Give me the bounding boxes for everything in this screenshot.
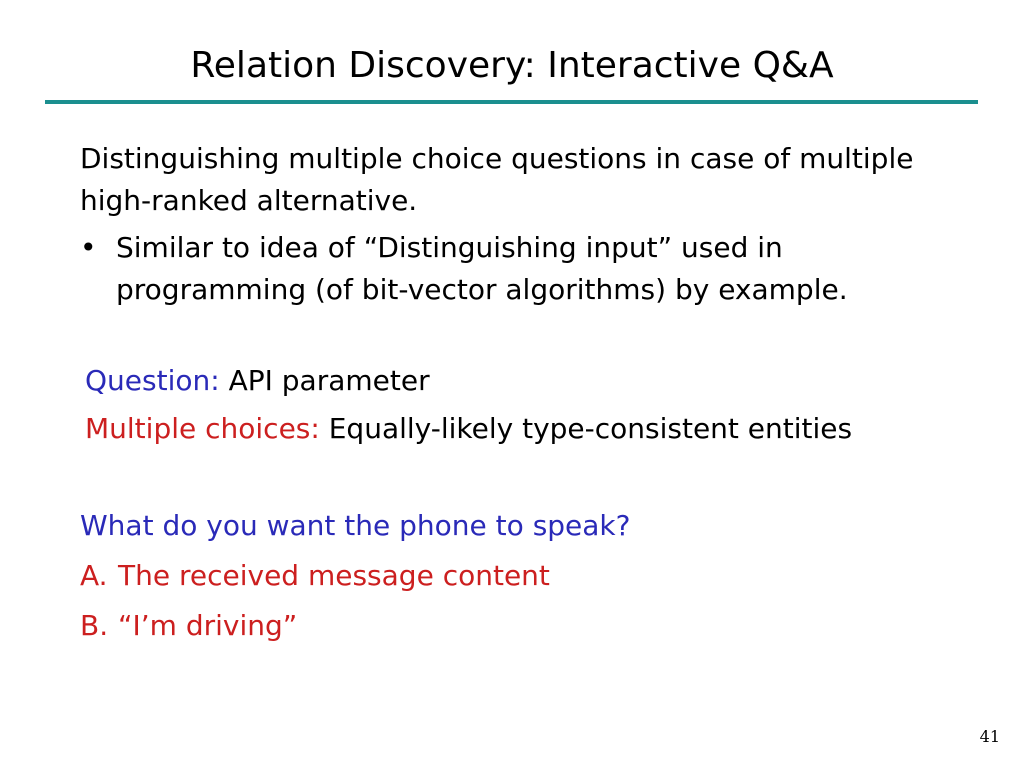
- title-underline: [45, 100, 978, 104]
- multiple-choices-line: [85, 408, 852, 450]
- question-line: [85, 360, 430, 402]
- option-b: [80, 605, 297, 647]
- intro-paragraph: Distinguishing multiple choice questions in case of multiple high-ranked alternative.: [80, 142, 914, 217]
- option-b-letter: B.: [80, 609, 109, 642]
- question-label: Question:: [85, 364, 220, 397]
- example-prompt: What do you want the phone to speak?: [80, 509, 631, 542]
- option-a-text: The received message content: [118, 559, 550, 592]
- option-a-letter: A.: [80, 559, 108, 592]
- bullet-marker: •: [80, 231, 97, 264]
- page-number: 41: [979, 727, 1000, 746]
- multiple-choices-value: Equally-likely type-consistent entities: [328, 412, 853, 445]
- slide-title: Relation Discovery: Interactive Q&A: [190, 45, 834, 86]
- multiple-choices-label: Multiple choices:: [85, 412, 320, 445]
- bullet-text: Similar to idea of “Distinguishing input” used in programming (of bit-vector algorithms) by example.: [116, 231, 848, 306]
- option-a: [80, 555, 550, 597]
- question-value: API parameter: [228, 364, 430, 397]
- option-b-text: “I’m driving”: [118, 609, 298, 642]
